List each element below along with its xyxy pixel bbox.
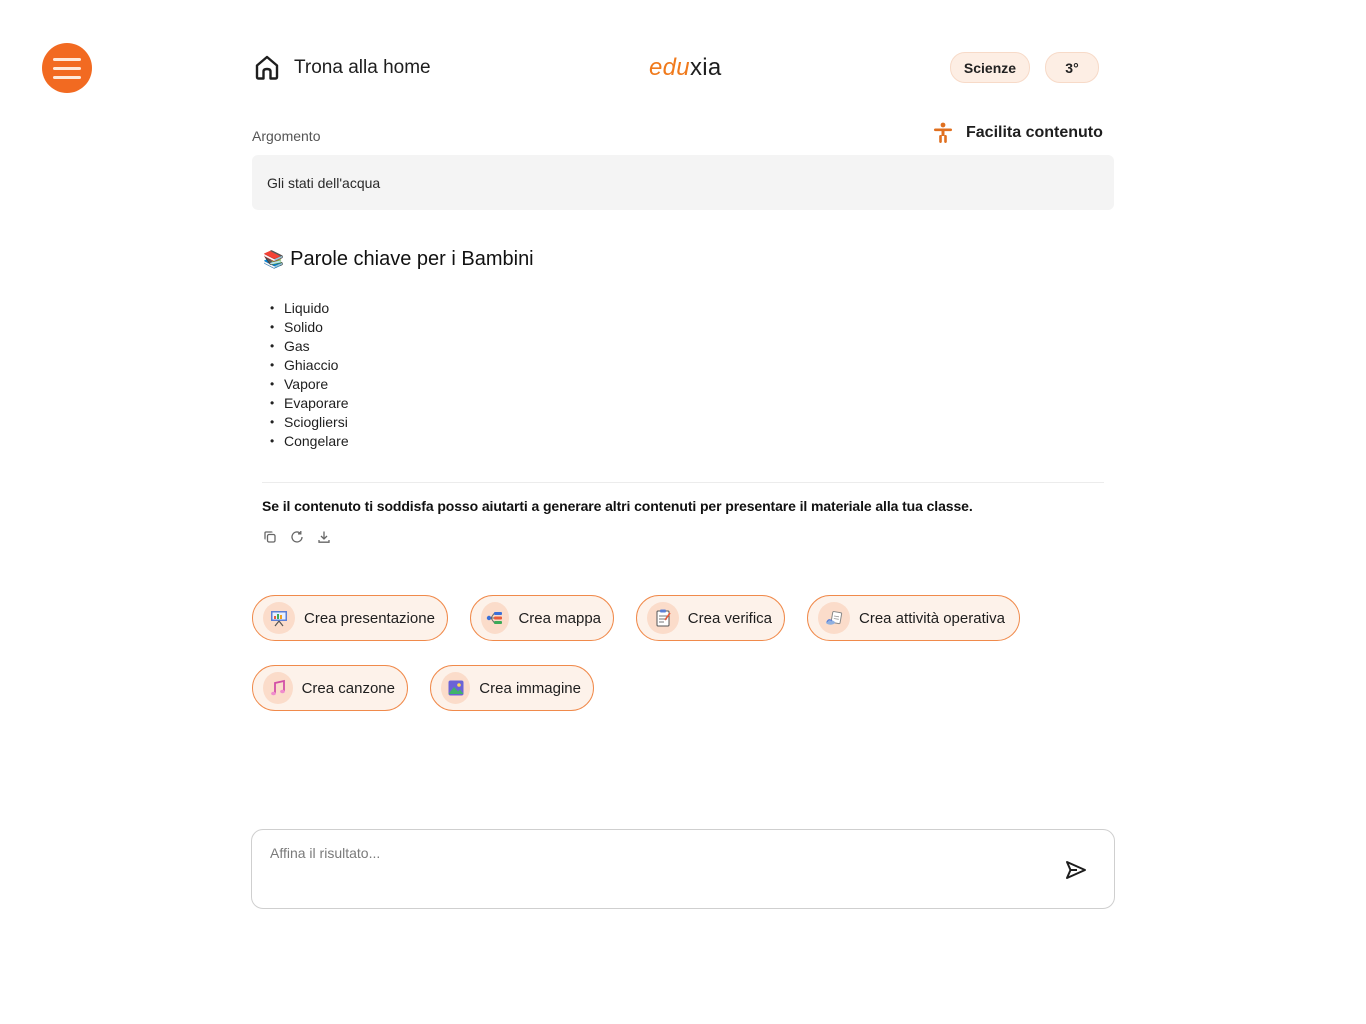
create-test-button[interactable] [636, 595, 785, 641]
home-icon [254, 54, 280, 81]
accessibility-icon [932, 122, 954, 144]
list-item: • Sciogliersi [270, 414, 348, 430]
map-icon [481, 602, 509, 634]
argument-label: Argomento [252, 128, 321, 144]
note-actions [263, 530, 331, 544]
hamburger-icon-bar [53, 67, 81, 70]
create-activity-button[interactable] [807, 595, 1020, 641]
assistant-note: Se il contenuto ti soddisfa posso aiutarti a generare altri contenuti per presentare il materiale alla tua classe. [262, 498, 973, 514]
hamburger-icon-bar [53, 58, 81, 61]
list-item: • Liquido [270, 300, 330, 316]
create-image-label: Crea immagine [479, 679, 581, 697]
logo-edu: edu [649, 54, 690, 81]
activity-icon [818, 602, 850, 634]
create-activity-label: Crea attività operativa [859, 609, 1005, 627]
create-map-button[interactable] [470, 595, 614, 641]
checklist-icon [647, 602, 679, 634]
content-title [263, 248, 534, 271]
create-song-button[interactable] [252, 665, 408, 711]
home-link[interactable] [254, 54, 431, 81]
presentation-icon [263, 602, 295, 634]
eduxia-logo[interactable] [649, 54, 722, 82]
list-item: • Vapore [270, 376, 329, 392]
list-item: • Gas [270, 338, 310, 354]
create-song-label: Crea canzone [301, 679, 395, 697]
books-icon: 📚 [263, 249, 285, 269]
refine-box [251, 829, 1115, 909]
list-item: • Solido [270, 319, 323, 335]
divider [262, 482, 1104, 483]
send-icon[interactable] [1064, 858, 1088, 882]
regenerate-icon[interactable] [290, 530, 304, 544]
download-icon[interactable] [317, 530, 331, 544]
music-note-icon [263, 672, 293, 704]
image-icon [441, 672, 470, 704]
create-presentation-button[interactable] [252, 595, 448, 641]
create-map-label: Crea mappa [518, 609, 601, 627]
content-title-text: Parole chiave per i Bambini [290, 248, 534, 270]
refine-input[interactable] [268, 844, 1032, 862]
create-test-label: Crea verifica [687, 609, 772, 627]
keyword-list [270, 299, 349, 451]
list-item: • Evaporare [270, 395, 349, 411]
create-presentation-label: Crea presentazione [304, 609, 435, 627]
home-link-label: Trona alla home [294, 56, 431, 78]
facilita-contenuto-label: Facilita contenuto [966, 124, 1103, 141]
list-item: • Congelare [270, 433, 349, 449]
menu-button[interactable] [42, 43, 92, 93]
logo-xia: xia [689, 54, 722, 81]
grade-badge[interactable]: 3° [1045, 52, 1099, 83]
list-item: • Ghiaccio [270, 357, 339, 373]
copy-icon[interactable] [263, 530, 277, 544]
facilita-contenuto-button[interactable] [932, 122, 1103, 144]
topic-field[interactable] [252, 155, 1114, 210]
topic-value: Gli stati dell'acqua [267, 174, 381, 191]
create-image-button[interactable] [430, 665, 594, 711]
subject-badge[interactable]: Scienze [950, 52, 1030, 83]
hamburger-icon-bar [53, 76, 81, 79]
